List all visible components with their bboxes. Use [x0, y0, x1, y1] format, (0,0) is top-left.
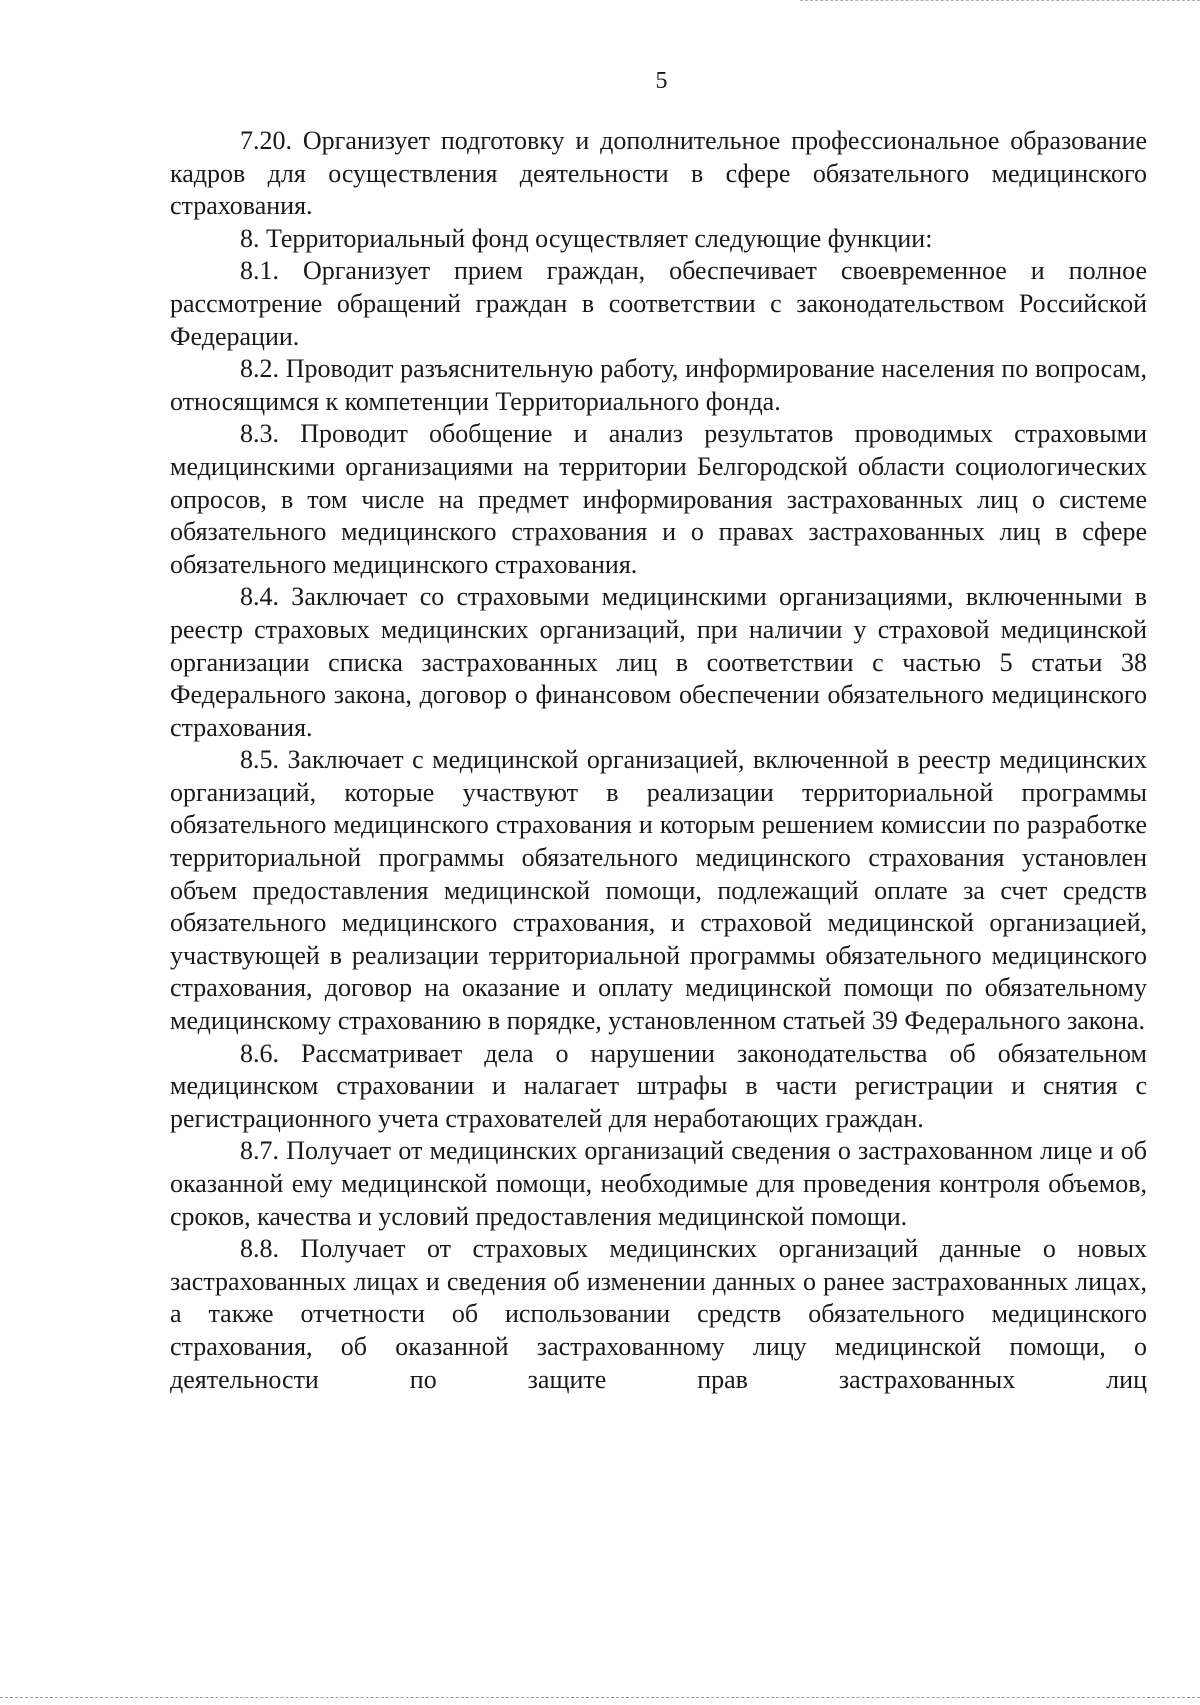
paragraph-8: 8. Территориальный фонд осуществляет следующие функции: — [240, 223, 933, 253]
paragraph-8-6: 8.6. Рассматривает дела о нарушении законодательства об обязательном медицинском страховании и налагает штрафы в части регистрации и снятия с регистрационного учета страхователей для неработающих граждан. — [170, 1038, 1147, 1133]
paragraph-8-2: 8.2. Проводит разъяснительную работу, информирование населения по вопросам, относящимся к компетенции Территориального фонда. — [170, 354, 1147, 416]
scan-edge-bottom — [0, 1697, 1200, 1698]
scan-edge-top — [800, 0, 1200, 1]
document-body — [170, 125, 1147, 1396]
page-number: 5 — [655, 68, 668, 94]
paragraph-8-1: 8.1. Организует прием граждан, обеспечивает своевременное и полное рассмотрение обращений граждан в соответствии с законодательством Российской Федерации. — [170, 256, 1147, 351]
paragraph-7-20: 7.20. Организует подготовку и дополнительное профессиональное образование кадров для осуществления деятельности в сфере обязательного медицинского страхования. — [170, 126, 1147, 221]
paragraph-8-4: 8.4. Заключает со страховыми медицинскими организациями, включенными в реестр страховых медицинских организаций, при наличии у страховой медицинской организации списка застрахованных лиц в соответствии с частью 5 статьи 38 Федерального закона, договор о финансовом обеспечении обязательного медицинского страхования. — [170, 582, 1147, 742]
paragraph-8-8: 8.8. Получает от страховых медицинских организаций данные о новых застрахованных лицах и сведения об изменении данных о ранее застрахованных лицах, а также отчетности об использовании средств обязательного медицинского страхования, об оказанной застрахованному лицу медицинской помощи, о деятельности по защите прав застрахованных лиц — [170, 1234, 1147, 1394]
paragraph-8-5: 8.5. Заключает с медицинской организацией, включенной в реестр медицинских организаций, которые участвуют в реализации территориальной программы обязательного медицинского страхования и которым решением комиссии по разработке территориальной программы обязательного медицинского страхования установлен объем предоставления медицинской помощи, подлежащий оплате за счет средств обязательного медицинского страхования, и страховой медицинской организацией, участвующей в реализации территориальной программы обязательного медицинского страхования, договор на оказание и оплату медицинской помощи по обязательному медицинскому страхованию в порядке, установленном статьей 39 Федерального закона. — [170, 745, 1147, 1036]
paragraph-8-7: 8.7. Получает от медицинских организаций сведения о застрахованном лице и об оказанной ему медицинской помощи, необходимые для проведения контроля объемов, сроков, качества и условий предоставления медицинской помощи. — [170, 1136, 1147, 1231]
paragraph-8-3: 8.3. Проводит обобщение и анализ результатов проводимых страховыми медицинскими организациями на территории Белгородской области социологических опросов, в том числе на предмет информирования застрахованных лиц о системе обязательного медицинского страхования и о правах застрахованных лиц в сфере обязательного медицинского страхования. — [170, 419, 1147, 579]
